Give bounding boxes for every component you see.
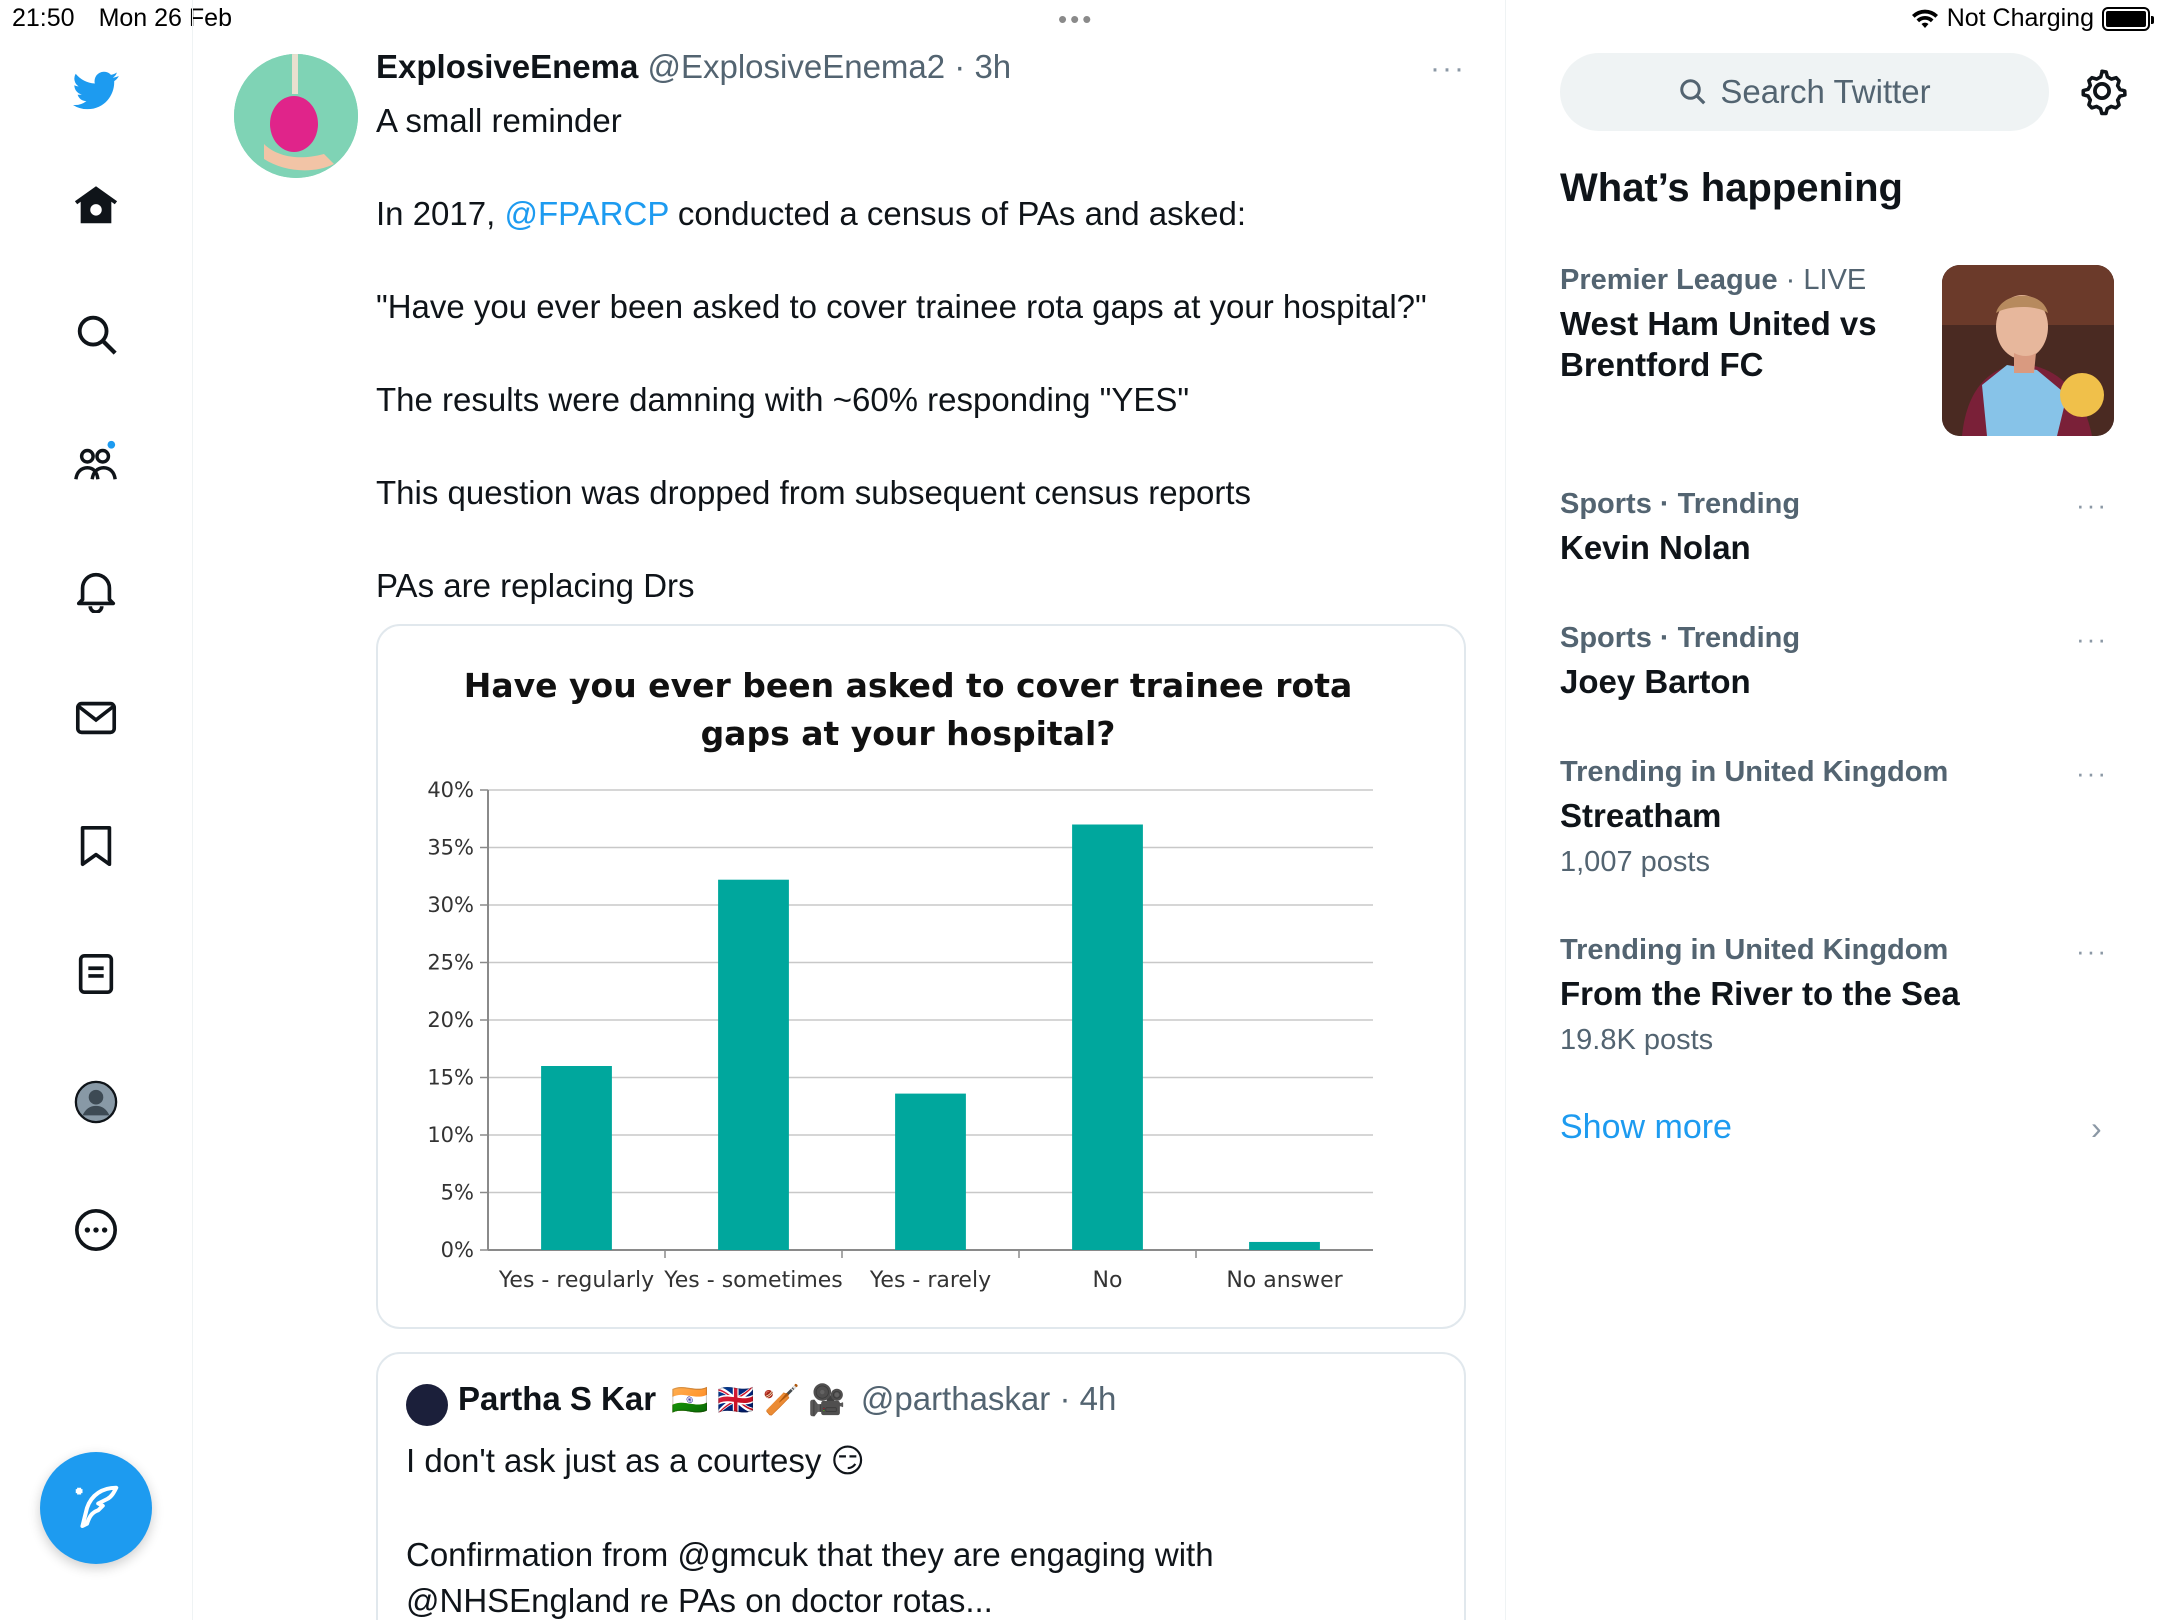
search-icon[interactable]	[60, 298, 132, 370]
bar	[1249, 1242, 1320, 1250]
y-tick-label: 15%	[427, 1065, 474, 1090]
tweet-line: PAs are replacing Drs	[376, 567, 695, 604]
trend-live-label: · LIVE	[1777, 264, 1867, 296]
quoted-line: @NHSEngland re PAs on doctor rotas...	[406, 1582, 993, 1619]
tweet-time[interactable]: 3h	[974, 48, 1012, 85]
charging-status: Not Charging	[1946, 4, 2094, 32]
twitter-logo-icon[interactable]	[60, 54, 132, 126]
bar	[718, 880, 789, 1250]
quoted-author-avatar	[406, 1384, 448, 1426]
tweet-line	[376, 191, 1466, 237]
bar	[541, 1066, 612, 1250]
tweet-line: The results were damning with ~60% responding "YES"	[376, 381, 1190, 418]
trend-post-count: 1,007 posts	[1560, 846, 1710, 878]
lists-icon[interactable]	[60, 938, 132, 1010]
tweet-separator: ·	[945, 48, 975, 85]
x-tick-label: Yes - rarely	[869, 1268, 992, 1293]
trend-item[interactable]	[1560, 488, 2120, 568]
x-tick-label: Yes - regularly	[498, 1268, 655, 1293]
status-date: Mon 26 Feb	[98, 4, 232, 32]
quoted-tweet-time: 4h	[1079, 1380, 1117, 1417]
profile-avatar-icon[interactable]	[60, 1066, 132, 1138]
x-tick-label: No answer	[1226, 1268, 1343, 1293]
trend-meta: Sports · Trending	[1560, 622, 1801, 654]
trend-title: From the River to the Sea	[1560, 975, 1960, 1012]
trend-meta: Sports · Trending	[1560, 488, 1801, 520]
home-icon[interactable]	[60, 170, 132, 242]
right-sidebar	[1506, 0, 2160, 1620]
left-navigation	[0, 0, 193, 1620]
trend-thumbnail[interactable]	[1942, 265, 2114, 436]
compose-feather-icon	[69, 1481, 123, 1535]
chart-title-line: Have you ever been asked to cover trainee rota	[463, 666, 1353, 705]
football-player-photo-icon	[1942, 265, 2114, 436]
chevron-right-icon[interactable]: ›	[2091, 1110, 2102, 1146]
tweet-line-part: In 2017,	[376, 195, 505, 232]
whats-happening-title: What’s happening	[1560, 166, 1903, 210]
bar-chart	[378, 626, 1466, 1329]
notifications-bell-icon[interactable]	[60, 554, 132, 626]
bar	[1072, 825, 1143, 1251]
y-tick-label: 5%	[440, 1180, 474, 1205]
trend-item[interactable]	[1560, 934, 2120, 1057]
quoted-author-handle: @parthaskar	[860, 1380, 1051, 1417]
quoted-tweet-card[interactable]	[376, 1352, 1466, 1620]
quoted-separator: ·	[1050, 1380, 1080, 1417]
y-tick-label: 25%	[427, 950, 474, 975]
settings-gear-icon[interactable]	[2077, 66, 2127, 116]
trend-meta: Trending in United Kingdom	[1560, 756, 1949, 788]
trend-more-icon[interactable]: ···	[2076, 624, 2108, 654]
y-tick-label: 20%	[427, 1008, 474, 1032]
trend-category: Premier League	[1560, 264, 1778, 296]
quoted-line: I don't ask just as a courtesy 😏	[406, 1442, 865, 1479]
trend-title: Joey Barton	[1560, 663, 1751, 700]
enema-bulb-avatar-icon	[234, 54, 358, 178]
tweet-line: This question was dropped from subsequent census reports	[376, 474, 1251, 511]
x-tick-label: Yes - sometimes	[664, 1268, 843, 1293]
messages-envelope-icon[interactable]	[60, 682, 132, 754]
bookmarks-icon[interactable]	[60, 810, 132, 882]
tweet-line-part: conducted a census of PAs and asked:	[668, 195, 1247, 232]
search-placeholder: Search Twitter	[1720, 73, 1931, 110]
tweet-more-icon[interactable]: ···	[1430, 52, 1466, 85]
author-handle[interactable]: @ExplosiveEnema2	[647, 48, 946, 85]
quoted-tweet-header	[458, 1380, 1116, 1418]
compose-tweet-button[interactable]	[40, 1452, 152, 1564]
chart-title-line: gaps at your hospital?	[700, 714, 1116, 753]
tweet-line: "Have you ever been asked to cover trainee rota gaps at your hospital?"	[376, 288, 1427, 325]
chart-image-card[interactable]	[376, 624, 1466, 1329]
status-time: 21:50	[12, 4, 75, 32]
y-tick-label: 10%	[427, 1123, 474, 1147]
y-tick-label: 30%	[427, 893, 474, 917]
author-avatar[interactable]	[234, 54, 358, 178]
trend-item[interactable]	[1560, 756, 2120, 879]
y-tick-label: 35%	[427, 835, 474, 860]
quoted-line: Confirmation from @gmcuk that they are engaging with	[406, 1536, 1214, 1573]
trend-more-icon[interactable]: ···	[2076, 758, 2108, 788]
mention-link[interactable]: @FPARCP	[504, 195, 669, 232]
trend-title: West Ham United vs Brentford FC	[1560, 305, 1877, 383]
multitasking-dots[interactable]: •••	[1058, 4, 1095, 34]
bar	[895, 1094, 966, 1250]
y-tick-label: 0%	[440, 1238, 474, 1262]
quoted-author-name: Partha S Kar	[458, 1380, 657, 1417]
trend-item[interactable]	[1560, 622, 2120, 702]
show-more-link[interactable]: Show more	[1560, 1108, 1732, 1146]
quoted-author-flags: 🇮🇳 🇬🇧 🏏 🎥	[671, 1384, 846, 1417]
x-tick-label: No	[1092, 1268, 1123, 1293]
trend-title: Kevin Nolan	[1560, 529, 1751, 566]
more-options-icon[interactable]	[60, 1194, 132, 1266]
y-tick-label: 40%	[427, 778, 474, 802]
tweet-text	[376, 98, 1466, 656]
trend-meta: Trending in United Kingdom	[1560, 934, 1949, 966]
trend-more-icon[interactable]: ···	[2076, 490, 2108, 520]
tweet-header	[376, 48, 1011, 86]
search-icon	[1678, 77, 1708, 107]
trend-post-count: 19.8K posts	[1560, 1024, 1714, 1056]
search-input[interactable]	[1560, 53, 2049, 131]
tweet-line: A small reminder	[376, 102, 622, 139]
quoted-tweet-text	[406, 1438, 1446, 1620]
tweet-detail	[193, 0, 1506, 1620]
communities-icon[interactable]	[60, 426, 132, 498]
trend-more-icon[interactable]: ···	[2076, 936, 2108, 966]
trend-title: Streatham	[1560, 797, 1722, 834]
author-name[interactable]: ExplosiveEnema	[376, 48, 639, 85]
